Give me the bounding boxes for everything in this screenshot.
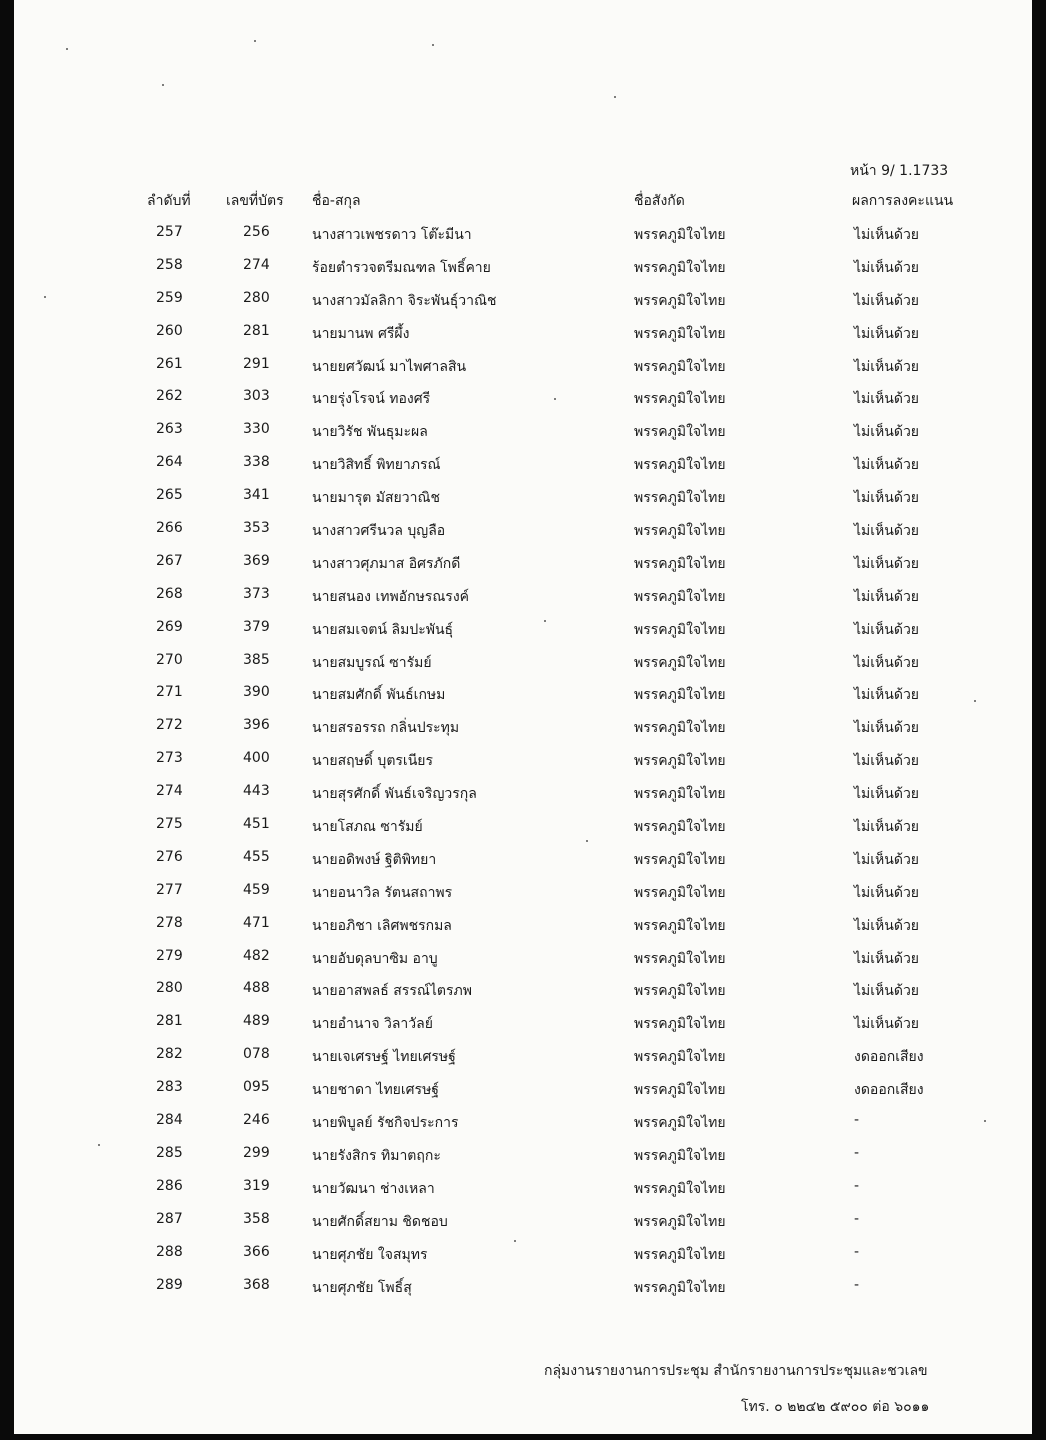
table-row bbox=[14, 286, 1032, 319]
table-row bbox=[14, 516, 1032, 549]
row-full-name: นายชาดา ไทยเศรษฐ์ bbox=[312, 1082, 440, 1099]
row-sequence: 265 bbox=[156, 487, 183, 504]
row-sequence: 272 bbox=[156, 717, 183, 734]
row-full-name: นายพิบูลย์ รัชกิจประการ bbox=[312, 1115, 459, 1132]
row-party: พรรคภูมิใจไทย bbox=[634, 983, 726, 1000]
row-sequence: 285 bbox=[156, 1144, 183, 1161]
row-full-name: นายยศวัฒน์ มาไพศาลสิน bbox=[312, 358, 467, 375]
row-full-name: นายโสภณ ซารัมย์ bbox=[312, 819, 423, 836]
scan-speck bbox=[432, 44, 434, 46]
row-party: พรรคภูมิใจไทย bbox=[634, 1279, 726, 1296]
table-row bbox=[14, 384, 1032, 417]
header-full-name: ชื่อ-สกุล bbox=[312, 193, 361, 209]
row-full-name: นายสมศักดิ์ พันธ์เกษม bbox=[312, 687, 446, 704]
row-card-number: 390 bbox=[243, 684, 270, 701]
row-full-name: นายอำนาจ วิลาวัลย์ bbox=[312, 1016, 433, 1033]
row-vote-result: งดออกเสียง bbox=[854, 1049, 924, 1066]
row-sequence: 259 bbox=[156, 289, 183, 306]
row-full-name: นายมานพ ศรีผึ้ง bbox=[312, 325, 410, 342]
row-full-name: นายศักดิ์สยาม ชิดชอบ bbox=[312, 1213, 448, 1230]
vote-table-body bbox=[14, 220, 1032, 1305]
row-vote-result: - bbox=[854, 1276, 860, 1293]
row-party: พรรคภูมิใจไทย bbox=[634, 1147, 726, 1164]
row-full-name: นายสมเจตน์ ลิมปะพันธุ์ bbox=[312, 621, 454, 638]
row-vote-result: - bbox=[854, 1144, 860, 1161]
row-vote-result: ไม่เห็นด้วย bbox=[854, 358, 920, 375]
row-vote-result: ไม่เห็นด้วย bbox=[854, 884, 920, 901]
row-vote-result: ไม่เห็นด้วย bbox=[854, 753, 920, 770]
header-sequence: ลำดับที่ bbox=[147, 193, 191, 209]
row-card-number: 095 bbox=[243, 1079, 270, 1096]
row-card-number: 369 bbox=[243, 552, 270, 569]
row-full-name: นางสาวศุภมาส อิศรภักดี bbox=[312, 555, 461, 572]
row-sequence: 271 bbox=[156, 684, 183, 701]
row-card-number: 489 bbox=[243, 1013, 270, 1030]
row-card-number: 368 bbox=[243, 1276, 270, 1293]
row-sequence: 288 bbox=[156, 1243, 183, 1260]
row-party: พรรคภูมิใจไทย bbox=[634, 1049, 726, 1066]
row-sequence: 274 bbox=[156, 783, 183, 800]
row-party: พรรคภูมิใจไทย bbox=[634, 588, 726, 605]
row-sequence: 284 bbox=[156, 1112, 183, 1129]
row-card-number: 330 bbox=[243, 421, 270, 438]
table-row bbox=[14, 615, 1032, 648]
row-party: พรรคภูมิใจไทย bbox=[634, 720, 726, 737]
row-card-number: 443 bbox=[243, 783, 270, 800]
row-vote-result: ไม่เห็นด้วย bbox=[854, 325, 920, 342]
scan-speck bbox=[554, 398, 556, 400]
row-vote-result: - bbox=[854, 1210, 860, 1227]
table-row bbox=[14, 1108, 1032, 1141]
table-row bbox=[14, 746, 1032, 779]
row-party: พรรคภูมิใจไทย bbox=[634, 457, 726, 474]
row-sequence: 277 bbox=[156, 881, 183, 898]
header-card-number: เลขที่บัตร bbox=[226, 193, 284, 209]
row-sequence: 276 bbox=[156, 848, 183, 865]
row-card-number: 459 bbox=[243, 881, 270, 898]
row-vote-result: ไม่เห็นด้วย bbox=[854, 983, 920, 1000]
row-vote-result: ไม่เห็นด้วย bbox=[854, 786, 920, 803]
row-party: พรรคภูมิใจไทย bbox=[634, 1016, 726, 1033]
row-card-number: 274 bbox=[243, 256, 270, 273]
row-party: พรรคภูมิใจไทย bbox=[634, 687, 726, 704]
scan-speck bbox=[544, 620, 546, 622]
row-sequence: 282 bbox=[156, 1046, 183, 1063]
row-full-name: นายอับดุลบาซิม อาบู bbox=[312, 950, 438, 967]
row-sequence: 273 bbox=[156, 750, 183, 767]
row-vote-result: ไม่เห็นด้วย bbox=[854, 720, 920, 737]
row-party: พรรคภูมิใจไทย bbox=[634, 654, 726, 671]
row-full-name: นายสมบูรณ์ ซารัมย์ bbox=[312, 654, 432, 671]
scan-speck bbox=[254, 40, 256, 42]
row-sequence: 283 bbox=[156, 1079, 183, 1096]
row-vote-result: ไม่เห็นด้วย bbox=[854, 259, 920, 276]
row-full-name: นายวิรัช พันธุมะผล bbox=[312, 424, 428, 441]
scan-speck bbox=[44, 296, 46, 298]
row-party: พรรคภูมิใจไทย bbox=[634, 523, 726, 540]
row-vote-result: ไม่เห็นด้วย bbox=[854, 424, 920, 441]
row-full-name: นายสนอง เทพอักษรณรงค์ bbox=[312, 588, 470, 605]
row-full-name: นายสฤษดิ์ บุตรเนียร bbox=[312, 753, 434, 770]
row-card-number: 385 bbox=[243, 651, 270, 668]
row-sequence: 264 bbox=[156, 454, 183, 471]
table-row bbox=[14, 352, 1032, 385]
row-vote-result: ไม่เห็นด้วย bbox=[854, 819, 920, 836]
row-card-number: 338 bbox=[243, 454, 270, 471]
row-vote-result: ไม่เห็นด้วย bbox=[854, 851, 920, 868]
row-full-name: นายรุ่งโรจน์ ทองศรี bbox=[312, 391, 431, 408]
footer-office: กลุ่มงานรายงานการประชุม สำนักรายงานการประชุมและชวเลข bbox=[544, 1363, 928, 1379]
scan-speck bbox=[514, 1240, 516, 1242]
row-card-number: 379 bbox=[243, 618, 270, 635]
table-row bbox=[14, 648, 1032, 681]
row-card-number: 319 bbox=[243, 1177, 270, 1194]
table-row bbox=[14, 878, 1032, 911]
header-vote-result: ผลการลงคะแนน bbox=[852, 193, 954, 209]
scan-speck bbox=[98, 1144, 100, 1146]
table-row bbox=[14, 1273, 1032, 1306]
scan-speck bbox=[984, 1120, 986, 1122]
row-full-name: นายสรอรรถ กลิ่นประทุม bbox=[312, 720, 460, 737]
row-party: พรรคภูมิใจไทย bbox=[634, 884, 726, 901]
row-sequence: 262 bbox=[156, 388, 183, 405]
table-row bbox=[14, 911, 1032, 944]
scan-speck bbox=[614, 96, 616, 98]
row-party: พรรคภูมิใจไทย bbox=[634, 325, 726, 342]
table-row bbox=[14, 944, 1032, 977]
row-party: พรรคภูมิใจไทย bbox=[634, 819, 726, 836]
row-full-name: นายอนาวิล รัตนสถาพร bbox=[312, 884, 453, 901]
row-card-number: 303 bbox=[243, 388, 270, 405]
row-full-name: นายรังสิกร ทิมาตฤกะ bbox=[312, 1147, 441, 1164]
row-card-number: 281 bbox=[243, 322, 270, 339]
scan-speck bbox=[974, 700, 976, 702]
row-card-number: 455 bbox=[243, 848, 270, 865]
scan-speck bbox=[66, 48, 68, 50]
row-full-name: นายอภิชา เลิศพชรกมล bbox=[312, 917, 452, 934]
row-sequence: 280 bbox=[156, 980, 183, 997]
row-card-number: 400 bbox=[243, 750, 270, 767]
row-card-number: 291 bbox=[243, 355, 270, 372]
document-page bbox=[14, 0, 1032, 1434]
row-vote-result: ไม่เห็นด้วย bbox=[854, 687, 920, 704]
row-full-name: นายศุภชัย ใจสมุทร bbox=[312, 1246, 428, 1263]
row-vote-result: ไม่เห็นด้วย bbox=[854, 457, 920, 474]
table-row bbox=[14, 1042, 1032, 1075]
row-sequence: 263 bbox=[156, 421, 183, 438]
row-full-name: นายมารุต มัสยวาณิช bbox=[312, 490, 440, 507]
row-full-name: นายอาสพลธ์ สรรณ์ไตรภพ bbox=[312, 983, 472, 1000]
table-row bbox=[14, 845, 1032, 878]
table-row bbox=[14, 1141, 1032, 1174]
row-card-number: 451 bbox=[243, 816, 270, 833]
row-vote-result: ไม่เห็นด้วย bbox=[854, 917, 920, 934]
row-full-name: นางสาวมัลลิกา จิระพันธุ์วาณิช bbox=[312, 292, 497, 309]
row-sequence: 287 bbox=[156, 1210, 183, 1227]
row-party: พรรคภูมิใจไทย bbox=[634, 1180, 726, 1197]
row-party: พรรคภูมิใจไทย bbox=[634, 851, 726, 868]
table-row bbox=[14, 1009, 1032, 1042]
row-sequence: 267 bbox=[156, 552, 183, 569]
row-card-number: 366 bbox=[243, 1243, 270, 1260]
row-full-name: นายอดิพงษ์ ฐิติพิทยา bbox=[312, 851, 437, 868]
header-party: ชื่อสังกัด bbox=[634, 193, 685, 209]
row-card-number: 482 bbox=[243, 947, 270, 964]
row-sequence: 258 bbox=[156, 256, 183, 273]
scan-speck bbox=[162, 84, 164, 86]
footer-phone: โทร. ๐ ๒๒๔๒ ๕๙๐๐ ต่อ ๖๐๑๑ bbox=[741, 1399, 930, 1415]
row-sequence: 289 bbox=[156, 1276, 183, 1293]
row-full-name: นายวิสิทธิ์ พิทยาภรณ์ bbox=[312, 457, 441, 474]
row-vote-result: - bbox=[854, 1112, 860, 1129]
scan-speck bbox=[586, 840, 588, 842]
row-full-name: นายวัฒนา ช่างเหลา bbox=[312, 1180, 435, 1197]
row-party: พรรคภูมิใจไทย bbox=[634, 490, 726, 507]
table-row bbox=[14, 319, 1032, 352]
table-row bbox=[14, 253, 1032, 286]
row-full-name: นางสาวศรีนวล บุญลือ bbox=[312, 523, 446, 540]
row-sequence: 278 bbox=[156, 914, 183, 931]
row-party: พรรคภูมิใจไทย bbox=[634, 1213, 726, 1230]
row-vote-result: ไม่เห็นด้วย bbox=[854, 950, 920, 967]
row-card-number: 256 bbox=[243, 224, 270, 240]
row-party: พรรคภูมิใจไทย bbox=[634, 555, 726, 572]
row-card-number: 353 bbox=[243, 520, 270, 537]
row-vote-result: ไม่เห็นด้วย bbox=[854, 555, 920, 572]
row-party: พรรคภูมิใจไทย bbox=[634, 1115, 726, 1132]
table-row bbox=[14, 976, 1032, 1009]
row-sequence: 286 bbox=[156, 1177, 183, 1194]
row-vote-result: ไม่เห็นด้วย bbox=[854, 292, 920, 309]
row-sequence: 260 bbox=[156, 322, 183, 339]
row-party: พรรคภูมิใจไทย bbox=[634, 786, 726, 803]
row-vote-result: ไม่เห็นด้วย bbox=[854, 391, 920, 408]
row-sequence: 279 bbox=[156, 947, 183, 964]
table-row bbox=[14, 713, 1032, 746]
row-party: พรรคภูมิใจไทย bbox=[634, 424, 726, 441]
row-full-name: นายศุภชัย โพธิ์สุ bbox=[312, 1279, 412, 1296]
row-party: พรรคภูมิใจไทย bbox=[634, 1246, 726, 1263]
row-vote-result: ไม่เห็นด้วย bbox=[854, 490, 920, 507]
row-card-number: 078 bbox=[243, 1046, 270, 1063]
row-party: พรรคภูมิใจไทย bbox=[634, 391, 726, 408]
row-full-name: ร้อยตำรวจตรีมณฑล โพธิ์คาย bbox=[312, 259, 491, 276]
table-row bbox=[14, 582, 1032, 615]
row-vote-result: งดออกเสียง bbox=[854, 1082, 924, 1099]
row-vote-result: ไม่เห็นด้วย bbox=[854, 654, 920, 671]
row-vote-result: ไม่เห็นด้วย bbox=[854, 588, 920, 605]
table-row bbox=[14, 417, 1032, 450]
row-sequence: 257 bbox=[156, 224, 183, 240]
table-row bbox=[14, 483, 1032, 516]
row-party: พรรคภูมิใจไทย bbox=[634, 950, 726, 967]
table-row bbox=[14, 1240, 1032, 1273]
row-full-name: นางสาวเพชรดาว โต๊ะมีนา bbox=[312, 227, 472, 243]
row-sequence: 266 bbox=[156, 520, 183, 537]
table-row bbox=[14, 812, 1032, 845]
row-sequence: 269 bbox=[156, 618, 183, 635]
row-card-number: 299 bbox=[243, 1144, 270, 1161]
page-reference: หน้า 9/ 1.1733 bbox=[850, 163, 949, 179]
row-vote-result: ไม่เห็นด้วย bbox=[854, 227, 920, 243]
row-card-number: 246 bbox=[243, 1112, 270, 1129]
row-card-number: 396 bbox=[243, 717, 270, 734]
table-row bbox=[14, 779, 1032, 812]
row-party: พรรคภูมิใจไทย bbox=[634, 753, 726, 770]
table-row bbox=[14, 680, 1032, 713]
row-sequence: 275 bbox=[156, 816, 183, 833]
table-row bbox=[14, 1207, 1032, 1240]
row-sequence: 270 bbox=[156, 651, 183, 668]
row-party: พรรคภูมิใจไทย bbox=[634, 259, 726, 276]
row-card-number: 341 bbox=[243, 487, 270, 504]
row-sequence: 261 bbox=[156, 355, 183, 372]
row-card-number: 488 bbox=[243, 980, 270, 997]
row-vote-result: - bbox=[854, 1243, 860, 1260]
row-sequence: 281 bbox=[156, 1013, 183, 1030]
table-row bbox=[14, 220, 1032, 253]
table-row bbox=[14, 549, 1032, 582]
row-card-number: 280 bbox=[243, 289, 270, 306]
row-party: พรรคภูมิใจไทย bbox=[634, 917, 726, 934]
row-party: พรรคภูมิใจไทย bbox=[634, 358, 726, 375]
table-row bbox=[14, 1174, 1032, 1207]
table-row bbox=[14, 1075, 1032, 1108]
row-card-number: 471 bbox=[243, 914, 270, 931]
table-row bbox=[14, 450, 1032, 483]
row-card-number: 373 bbox=[243, 585, 270, 602]
row-vote-result: ไม่เห็นด้วย bbox=[854, 523, 920, 540]
row-party: พรรคภูมิใจไทย bbox=[634, 227, 726, 243]
row-vote-result: ไม่เห็นด้วย bbox=[854, 621, 920, 638]
row-full-name: นายสุรศักดิ์ พันธ์เจริญวรกุล bbox=[312, 786, 477, 803]
row-party: พรรคภูมิใจไทย bbox=[634, 1082, 726, 1099]
row-sequence: 268 bbox=[156, 585, 183, 602]
row-party: พรรคภูมิใจไทย bbox=[634, 292, 726, 309]
row-vote-result: - bbox=[854, 1177, 860, 1194]
row-card-number: 358 bbox=[243, 1210, 270, 1227]
row-full-name: นายเจเศรษฐ์ ไทยเศรษฐ์ bbox=[312, 1049, 456, 1066]
row-vote-result: ไม่เห็นด้วย bbox=[854, 1016, 920, 1033]
row-party: พรรคภูมิใจไทย bbox=[634, 621, 726, 638]
